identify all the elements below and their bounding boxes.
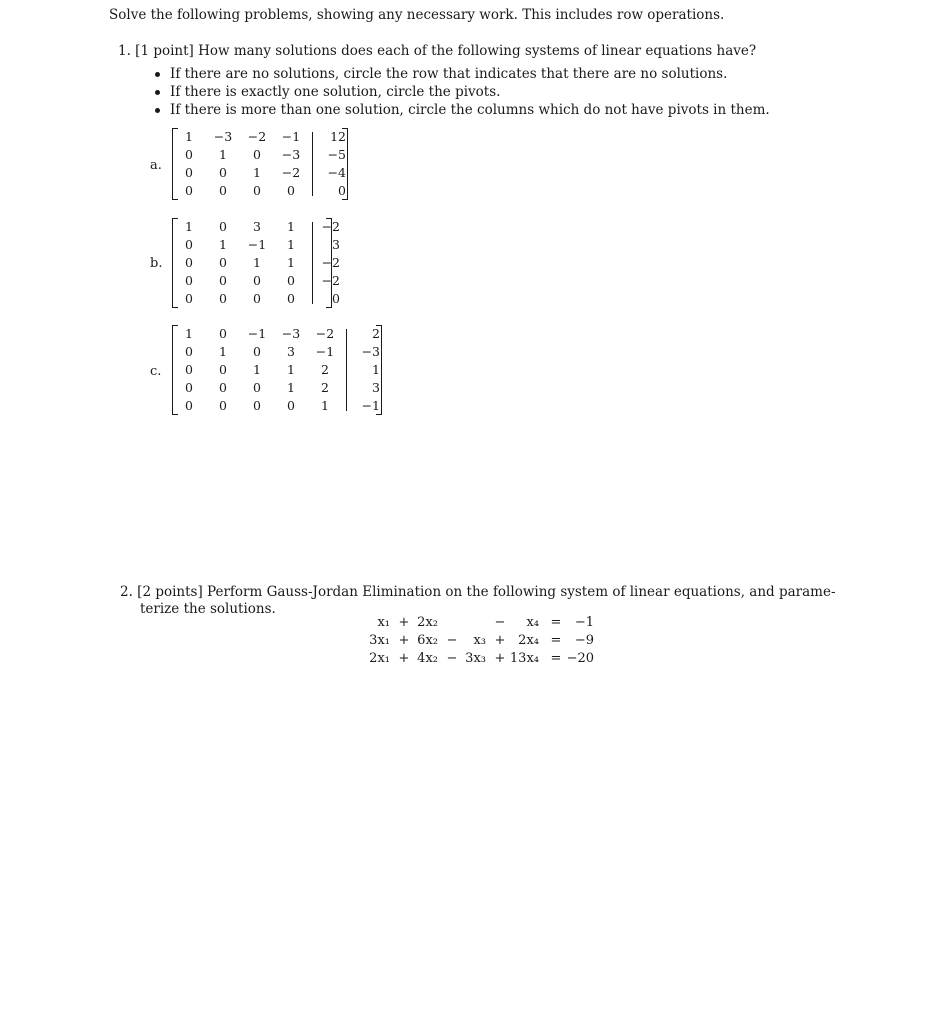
equation-term: −9 <box>574 633 594 648</box>
matrix-cell: 0 <box>253 344 261 359</box>
augment-bar <box>346 329 347 411</box>
equation-term: 6x₂ <box>417 633 438 648</box>
matrix-cell: 0 <box>219 380 227 395</box>
problem-1-bullets <box>155 65 770 119</box>
equation-term: −1 <box>574 615 594 630</box>
bullet-item: If there is more than one solution, circle the columns which do not have pivots in them. <box>155 101 770 119</box>
matrix-cell: 2 <box>321 380 329 395</box>
equation-term: − <box>446 633 458 648</box>
matrix-cell: 0 <box>219 255 227 270</box>
matrix-cell: 1 <box>219 147 227 162</box>
matrix-cell: 0 <box>185 255 193 270</box>
augmented-cell: −3 <box>361 344 380 359</box>
augmented-cell: −2 <box>321 219 340 234</box>
matrix-cell: 0 <box>287 183 295 198</box>
matrix-cell: 1 <box>287 255 295 270</box>
equation-term: = <box>550 651 562 666</box>
matrix-cell: 0 <box>253 273 261 288</box>
equation-term: 3x₁ <box>369 633 390 648</box>
matrix-cell: 0 <box>253 147 261 162</box>
matrix-cell: 0 <box>219 165 227 180</box>
matrix-cell: 1 <box>219 344 227 359</box>
matrix-cell: 1 <box>185 129 193 144</box>
matrix-cell: −2 <box>315 326 335 341</box>
matrix-cell: 1 <box>253 165 261 180</box>
matrix-cell: 1 <box>287 380 295 395</box>
instructions-text: Solve the following problems, showing any necessary work. This includes row operations. <box>109 7 725 23</box>
problem-1-heading: 1. [1 point] How many solutions does each of the following systems of linear equations have? <box>118 43 757 59</box>
equation-term: 2x₁ <box>369 651 390 666</box>
augmented-cell: −4 <box>327 165 346 180</box>
matrix-cell: 0 <box>253 291 261 306</box>
matrix-cell: 0 <box>253 398 261 413</box>
matrix-cell: 0 <box>219 219 227 234</box>
matrix-cell: 1 <box>219 237 227 252</box>
problem-2-heading: 2. [2 points] Perform Gauss-Jordan Elimination on the following system of linear equations, and parame- <box>120 584 836 600</box>
matrix-cell: −2 <box>281 165 301 180</box>
matrix-a <box>172 128 348 200</box>
matrix-cell: 0 <box>185 398 193 413</box>
matrix-cell: 0 <box>219 398 227 413</box>
bullet-icon <box>155 90 160 95</box>
augmented-cell: 2 <box>372 326 380 341</box>
matrix-cell: 1 <box>185 326 193 341</box>
equation-term: + <box>398 633 410 648</box>
equation-term: + <box>494 633 506 648</box>
equation-term: 4x₂ <box>417 651 438 666</box>
bullet-item: If there is exactly one solution, circle the pivots. <box>155 83 770 101</box>
matrix-cell: 0 <box>185 344 193 359</box>
matrix-cell: 0 <box>219 326 227 341</box>
matrix-cell: 1 <box>321 398 329 413</box>
matrix-cell: 0 <box>185 165 193 180</box>
augmented-cell: 1 <box>372 362 380 377</box>
equation-term: − <box>446 651 458 666</box>
matrix-cell: 0 <box>219 273 227 288</box>
matrix-cell: 1 <box>287 237 295 252</box>
matrix-cell: 1 <box>253 362 261 377</box>
equation-term: x₄ <box>526 615 539 630</box>
equation-term: + <box>398 651 410 666</box>
augmented-cell: 12 <box>330 129 346 144</box>
matrix-cell: 0 <box>287 398 295 413</box>
bullet-icon <box>155 108 160 113</box>
matrix-cell: 3 <box>287 344 295 359</box>
problem-2-heading-continued: terize the solutions. <box>140 601 276 617</box>
matrix-cell: 3 <box>253 219 261 234</box>
equation-term: x₃ <box>473 633 486 648</box>
augmented-cell: 3 <box>372 380 380 395</box>
equation-term: − <box>494 615 506 630</box>
matrix-cell: 1 <box>287 219 295 234</box>
matrix-cell: 1 <box>253 255 261 270</box>
matrix-cell: −3 <box>281 326 301 341</box>
matrix-cell: 0 <box>185 183 193 198</box>
matrix-cell: 2 <box>321 362 329 377</box>
matrix-b <box>172 218 340 308</box>
matrix-cell: 0 <box>185 291 193 306</box>
augmented-cell: −2 <box>321 273 340 288</box>
matrix-cell: 0 <box>219 362 227 377</box>
matrix-c <box>172 325 382 415</box>
equation-term: + <box>398 615 410 630</box>
equation-term: 2x₂ <box>417 615 438 630</box>
matrix-cell: 0 <box>185 380 193 395</box>
equation-term: 3x₃ <box>465 651 486 666</box>
matrix-cell: −3 <box>213 129 233 144</box>
matrix-cell: 0 <box>219 183 227 198</box>
equation-term: + <box>494 651 506 666</box>
bullet-icon <box>155 72 160 77</box>
matrix-cell: 1 <box>287 362 295 377</box>
augmented-cell: 0 <box>332 291 340 306</box>
matrix-cell: −1 <box>247 237 267 252</box>
augment-bar <box>312 132 313 196</box>
equation-term: 2x₄ <box>518 633 539 648</box>
matrix-c-label: c. <box>150 364 162 379</box>
equation-term: = <box>550 615 562 630</box>
matrix-cell: −1 <box>281 129 301 144</box>
matrix-cell: −1 <box>315 344 335 359</box>
matrix-cell: 0 <box>287 291 295 306</box>
matrix-cell: −3 <box>281 147 301 162</box>
equation-row <box>0 632 931 650</box>
matrix-cell: 0 <box>185 273 193 288</box>
equation-term: 13x₄ <box>509 651 539 666</box>
matrix-cell: 0 <box>185 147 193 162</box>
matrix-cell: 0 <box>253 183 261 198</box>
matrix-cell: 0 <box>287 273 295 288</box>
matrix-cell: −2 <box>247 129 267 144</box>
matrix-b-label: b. <box>150 256 163 271</box>
augmented-cell: 3 <box>332 237 340 252</box>
equation-term: x₁ <box>377 615 390 630</box>
matrix-cell: 0 <box>185 237 193 252</box>
augmented-cell: −5 <box>327 147 346 162</box>
augment-bar <box>312 222 313 304</box>
augmented-cell: −2 <box>321 255 340 270</box>
equation-term: = <box>550 633 562 648</box>
augmented-cell: 0 <box>338 183 346 198</box>
matrix-a-label: a. <box>150 158 162 173</box>
equation-term: −20 <box>566 651 594 666</box>
matrix-cell: 1 <box>185 219 193 234</box>
matrix-cell: 0 <box>253 380 261 395</box>
matrix-cell: 0 <box>219 291 227 306</box>
equation-row <box>0 650 931 668</box>
matrix-cell: −1 <box>247 326 267 341</box>
matrix-cell: 0 <box>185 362 193 377</box>
augmented-cell: −1 <box>361 398 380 413</box>
equation-row <box>0 614 931 632</box>
bullet-item: If there are no solutions, circle the row that indicates that there are no solutions. <box>155 65 770 83</box>
